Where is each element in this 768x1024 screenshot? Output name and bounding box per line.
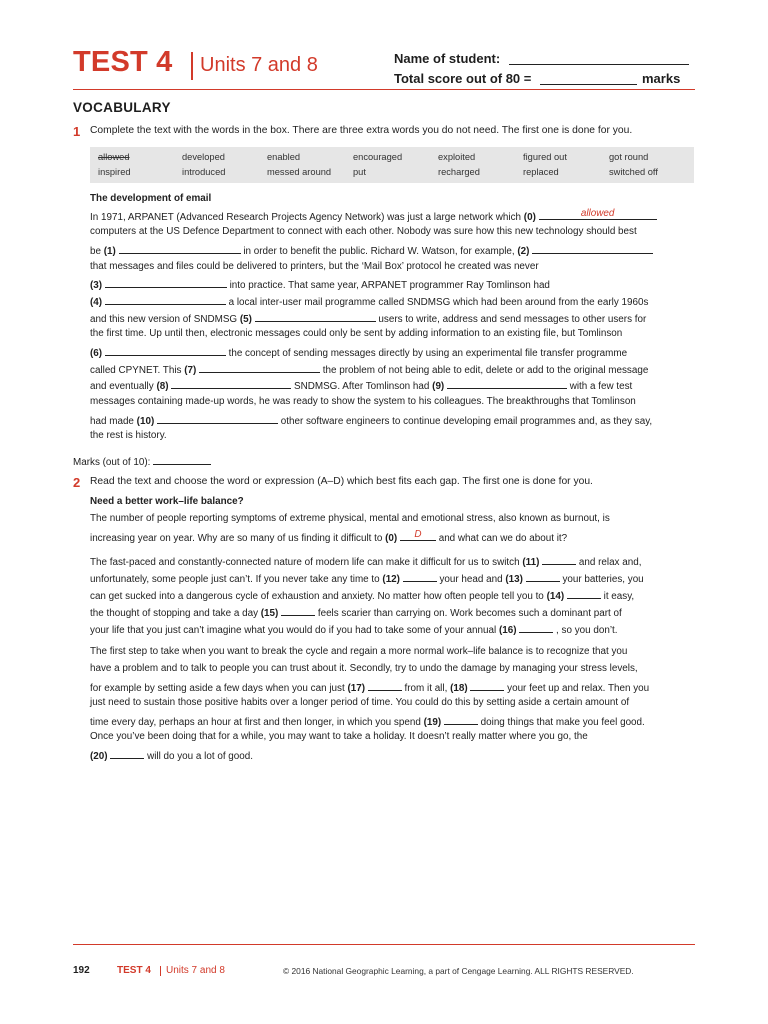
gap-0 [400,530,436,541]
section-heading: VOCABULARY [73,100,171,115]
word-box-item: introduced [182,167,226,177]
gap-label: (20) [90,751,108,762]
word-box [90,147,694,183]
text-line: just need to sustain those positive habits over a longer period of time. You could do this by setting aside a certain amount of [90,697,630,708]
gap-18[interactable] [470,680,504,691]
text-line: and eventually (8) SNDMSG. After Tomlinson had (9) with a few test [90,378,632,393]
text-title: The development of email [90,193,212,204]
text-title: Need a better work–life balance? [90,496,244,507]
word-box-item: developed [182,152,225,162]
text-line: (3) into practice. That same year, ARPANET programmer Ray Tomlinson had [90,277,550,292]
total-score-field[interactable] [540,84,637,85]
word-box-item: figured out [523,152,567,162]
student-name-label: Name of student: [394,51,501,66]
gap-label: (13) [505,574,523,585]
text-line: computers at the US Defence Department to connect with each other. Nobody was sure how this new technology should best [90,226,637,237]
gap-13[interactable] [526,571,560,582]
text-line: In 1971, ARPANET (Advanced Research Projects Agency Network) was just a large network which (0) allowed [90,209,657,224]
text-line: have a problem and to talk to people you can trust about it. Secondly, try to undo the damage by managing your stress levels, [90,663,638,674]
gap-19[interactable] [444,714,478,725]
exercise-2-instruction: Read the text and choose the word or expression (A–D) which best fits each gap. The first one is done for you. [90,476,593,487]
gap-label: (18) [450,683,468,694]
gap-0 [539,209,657,220]
gap-label: (4) [90,297,103,308]
word-box-item: encouraged [353,152,403,162]
gap-11[interactable] [542,554,576,565]
total-score-label: Total score out of 80 = [394,71,532,86]
text-line: (4) a local inter-user mail programme called SNDMSG which had been around from the early 1960s [90,294,648,309]
gap-4[interactable] [105,294,226,305]
test-title: TEST 4 [73,46,173,78]
gap-14[interactable] [567,588,601,599]
word-box-item: inspired [98,167,131,177]
word-box-item: recharged [438,167,480,177]
gap-12[interactable] [403,571,437,582]
marks-label: Marks (out of 10): [73,457,151,468]
copyright-notice: © 2016 National Geographic Learning, a part of Cengage Learning. ALL RIGHTS RESERVED. [283,966,634,976]
gap-17[interactable] [368,680,402,691]
page-header [73,44,695,90]
exercise-1-number: 1 [73,124,81,139]
gap-8[interactable] [171,378,291,389]
gap-6[interactable] [105,345,226,356]
gap-20[interactable] [110,748,144,759]
text-line: The number of people reporting symptoms of extreme physical, mental and emotional stress, also known as burnout, is [90,513,610,524]
word-box-item: put [353,167,366,177]
gap-label: (14) [546,591,565,602]
word-box-item: replaced [523,167,559,177]
word-box-item: allowed [98,152,130,162]
text-line: your life that you just can’t imagine what you would do if you had to take some of your annual (16) , so you don’t. [90,622,618,637]
gap-3[interactable] [105,277,227,288]
gap-label: (5) [239,314,252,325]
gap-5[interactable] [255,311,376,322]
footer-units-label: Units 7 and 8 [166,965,225,976]
gap-label: (15) [260,608,279,619]
marks-field[interactable] [153,454,211,465]
text-line: Once you’ve been doing that for a while, you may want to take a holiday. It doesn’t really matter where you go, the [90,731,588,742]
text-line: unfortunately, some people just can’t. If you never take any time to (12) your head and (13) your batteries, you [90,571,644,586]
text-line: The fast-paced and constantly-connected nature of modern life can make it difficult for us to switch (11) and relax and, [90,554,641,569]
word-box-item: switched off [609,167,658,177]
word-box-item: messed around [267,167,332,177]
gap-label: (6) [90,348,103,359]
gap-label: (16) [498,625,517,636]
text-line: that messages and files could be delivered to printers, but the ‘Mail Box’ protocol he created was never [90,261,539,272]
gap-10[interactable] [157,413,278,424]
example-answer: allowed [580,208,615,219]
gap-label: (12) [382,574,400,585]
gap-1[interactable] [119,243,241,254]
word-box-item: got round [609,152,649,162]
text-line: messages containing made-up words, he was ready to show the system to his colleagues. The breakthroughs that Tomlinson [90,396,636,407]
word-box-item: exploited [438,152,476,162]
example-answer: D [414,529,422,540]
gap-label: (1) [103,246,116,257]
gap-label: (2) [517,246,530,257]
gap-label: (0) [523,212,536,223]
header-divider [73,89,695,90]
text-line: time every day, perhaps an hour at first and then longer, in which you spend (19) doing things that make you feel good. [90,714,645,729]
text-line: called CPYNET. This (7) the problem of not being able to edit, delete or add to the original message [90,362,648,377]
gap-label: (9) [432,381,445,392]
text-line: for example by setting aside a few days when you can just (17) from it all, (18) your feet up and relax. Then you [90,680,649,695]
gap-7[interactable] [199,362,320,373]
gap-label: (10) [136,416,155,427]
gap-2[interactable] [532,243,653,254]
marks-label: marks [642,71,681,86]
footer-test-label: TEST 4 [117,965,151,976]
gap-label: (7) [184,365,197,376]
gap-label: (17) [347,683,366,694]
text-line: (6) the concept of sending messages directly by using an experimental file transfer programme [90,345,627,360]
text-line: The first step to take when you want to break the cycle and regain a more normal work–life balance is to recognize that you [90,646,628,657]
text-line: be (1) in order to benefit the public. Richard W. Watson, for example, (2) [90,243,653,258]
gap-label: (11) [522,557,540,568]
text-line: the first time. Up until then, electronic messages could only be sent by adding information to an existing file, but Tomlinson [90,328,623,339]
text-line: the thought of stopping and take a day (15) feels scarier than carrying on. Work becomes such a dominant part of [90,605,622,620]
text-line: can get sucked into a dangerous cycle of exhaustion and anxiety. No matter how often people tell you to (14) it easy, [90,588,634,603]
marks-line [73,454,211,468]
test-units: Units 7 and 8 [200,54,318,76]
page-number: 192 [73,965,90,976]
gap-label: (19) [423,717,442,728]
footer-divider [73,944,695,945]
exercise-1-instruction: Complete the text with the words in the box. There are three extra words you do not need. The first one is done for you. [90,125,633,136]
word-box-item: enabled [267,152,301,162]
exercise-2-number: 2 [73,475,81,490]
student-name-field[interactable] [509,64,689,65]
text-line: and this new version of SNDMSG (5) users to write, address and send messages to other users for [90,311,646,326]
text-line: (20) will do you a lot of good. [90,748,253,763]
gap-16[interactable] [519,622,553,633]
gap-label: (8) [156,381,169,392]
gap-9[interactable] [447,378,567,389]
gap-label: (3) [90,280,103,291]
gap-label: (0) [385,533,398,544]
text-line: had made (10) other software engineers to continue developing email programmes and, as they say, [90,413,652,428]
gap-15[interactable] [281,605,315,616]
title-divider [191,52,193,80]
text-line: increasing year on year. Why are so many of us finding it difficult to (0) D and what can we do about it? [90,529,568,544]
footer-separator [160,966,161,976]
text-line: the rest is history. [90,430,167,441]
